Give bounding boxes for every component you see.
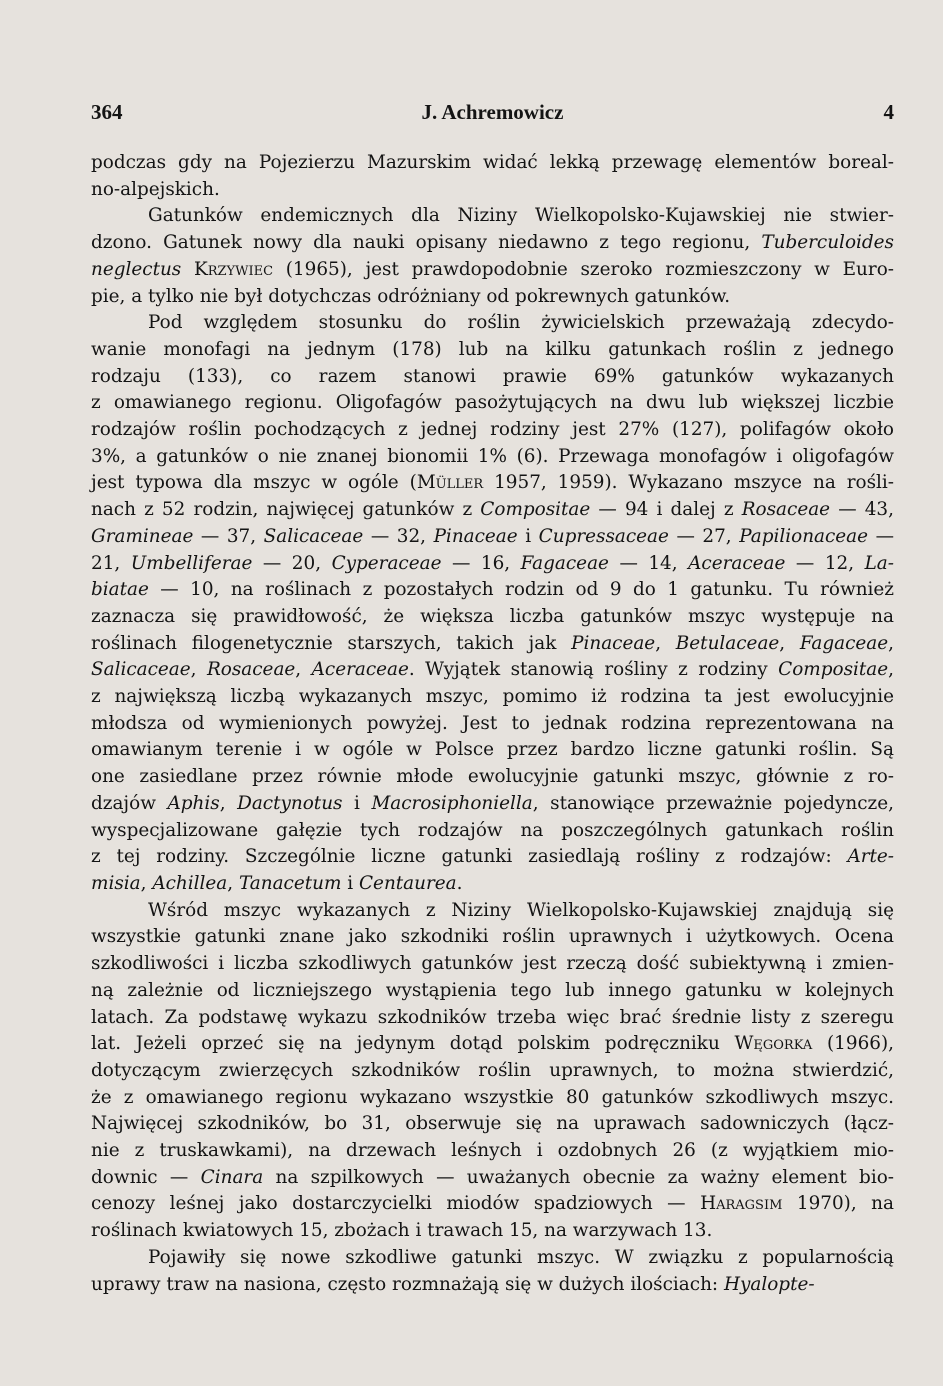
text-line: biatae — 10, na roślinach z pozostałych rodzin od 9 do 1 gatunku. Tu również [91, 579, 894, 601]
text-line: dzajów Aphis, Dactynotus i Macrosiphoniella, stanowiące przeważnie pojedyncze, [91, 792, 894, 814]
text-line: rodzajów roślin pochodzących z jednej rodziny jest 27% (127), polifagów około [91, 419, 894, 441]
text-line: pie, a tylko nie był dotychczas odróżniany od pokrewnych gatunków. [91, 285, 731, 307]
author-name: Węgorka [734, 1033, 813, 1055]
taxon-name: Cupressaceae [538, 525, 669, 547]
text-line: ną zależnie od liczniejszego wystąpienia tego lub innego gatunku w kolejnych [91, 979, 894, 1001]
taxon-name: Compositae [778, 659, 889, 681]
running-author: J. Achremowicz [421, 100, 564, 124]
taxon-name: Macrosiphoniella [371, 792, 533, 814]
taxon-name: Achillea [152, 872, 228, 894]
taxon-name: Tuberculoides [761, 232, 894, 254]
taxon-name: Salicaceae [263, 525, 364, 547]
text-line: Najwięcej szkodników, bo 31, obserwuje się na uprawach sadowniczych (łącz- [91, 1113, 894, 1135]
text-line: Pod względem stosunku do roślin żywicielskich przeważają zdecydo- [148, 312, 894, 334]
taxon-name: Centaurea [358, 872, 457, 894]
text-line: roślinach kwiatowych 15, zbożach i trawach 15, na warzywach 13. [91, 1220, 713, 1242]
paragraph [91, 310, 894, 897]
taxon-name: Aceraceae [311, 659, 409, 681]
text-line: wszystkie gatunki znane jako szkodniki roślin uprawnych i użytkowych. Ocena [91, 926, 894, 948]
taxon-name: Cinara [200, 1166, 264, 1188]
text-line: Salicaceae, Rosaceae, Aceraceae. Wyjątek stanowią rośliny z rodziny Compositae, [91, 659, 894, 681]
taxon-name: biatae [91, 579, 149, 601]
taxon-name: Betulaceae [675, 632, 780, 654]
taxon-name: Fagaceae [799, 632, 889, 654]
text-line: podczas gdy na Pojezierzu Mazurskim widać lekką przewagę elementów boreal- [91, 152, 894, 173]
text-line: dzono. Gatunek nowy dla nauki opisany niedawno z tego regionu, Tuberculoides [91, 232, 894, 254]
text-line: Wśród mszyc wykazanych z Niziny Wielkopolsko-Kujawskiej znajdują się [148, 899, 894, 921]
taxon-name: Salicaceae [91, 659, 191, 681]
part-number: 4 [883, 100, 894, 124]
text-line: z omawianego regionu. Oligofagów pasożytujących na dwu lub większej liczbie [91, 392, 894, 414]
author-name: Krzywiec [193, 258, 274, 280]
taxon-name: misia [91, 872, 141, 894]
taxon-name: Aphis [167, 792, 220, 814]
author-name: Müller [416, 472, 484, 494]
text-line: szkodliwości i liczba szkodliwych gatunków jest rzeczą dość subiektywną i zmien- [91, 953, 894, 975]
paragraph [91, 150, 894, 203]
taxon-name: Aceraceae [688, 552, 786, 574]
text-line: latach. Za podstawę wykazu szkodników trzeba więc brać średnie listy z szeregu [91, 1006, 894, 1028]
taxon-name: Gramineae [91, 525, 194, 547]
taxon-name: Compositae [480, 499, 591, 521]
paragraph [91, 1245, 894, 1298]
text-line: Pojawiły się nowe szkodliwe gatunki mszyc. W związku z popularnością [148, 1246, 894, 1268]
text-line: uprawy traw na nasiona, często rozmnażają się w dużych ilościach: Hyalopte- [91, 1273, 815, 1295]
text-line: nach z 52 rodzin, najwięcej gatunków z Compositae — 94 i dalej z Rosaceae — 43, [91, 499, 894, 521]
taxon-name: Tanacetum [238, 872, 342, 894]
taxon-name: Pinaceae [433, 525, 518, 547]
taxon-name: neglectus [91, 258, 182, 280]
text-line: Gatunków endemicznych dla Niziny Wielkopolsko-Kujawskiej nie stwier- [148, 205, 894, 227]
taxon-name: Pinaceae [571, 632, 656, 654]
taxon-name: Papilionaceae [739, 525, 869, 547]
taxon-name: Dactynotus [237, 792, 343, 814]
taxon-name: Cyperaceae [331, 552, 442, 574]
author-name: Haragsim [700, 1193, 783, 1215]
text-line: lat. Jeżeli oprzeć się na jedynym dotąd polskim podręczniku Węgorka (1966), [91, 1033, 894, 1055]
text-line: że z omawianego regionu wykazano wszystkie 80 gatunków szkodliwych mszyc. [91, 1086, 894, 1108]
text-line: downic — Cinara na szpilkowych — uważanych obecnie za ważny element bio- [91, 1166, 894, 1188]
text-line: roślinach filogenetycznie starszych, takich jak Pinaceae, Betulaceae, Fagaceae, [91, 632, 894, 654]
text-line: no-alpejskich. [91, 178, 220, 200]
text-line: wyspecjalizowane gałęzie tych rodzajów na poszczególnych gatunkach roślin [91, 819, 894, 841]
taxon-name: Rosaceae [741, 499, 831, 521]
running-header [91, 100, 894, 126]
text-line: neglectus Krzywiec (1965), jest prawdopodobnie szeroko rozmieszczony w Euro- [91, 258, 894, 280]
taxon-name: Fagaceae [520, 552, 609, 574]
taxon-name: Hyalopte- [723, 1273, 815, 1295]
text-line: wanie monofagi na jednym (178) lub na kilku gatunkach roślin z jednego [91, 338, 894, 360]
text-line: rodzaju (133), co razem stanowi prawie 69% gatunków wykazanych [91, 365, 894, 387]
text-line: Gramineae — 37, Salicaceae — 32, Pinaceae i Cupressaceae — 27, Papilionaceae — [91, 525, 894, 547]
text-line: jest typowa dla mszyc w ogóle (Müller 1957, 1959). Wykazano mszyce na rośli- [91, 472, 895, 494]
text-line: omawianym terenie i w ogóle w Polsce przez bardzo liczne gatunki roślin. Są [91, 739, 894, 761]
taxon-name: Arte- [847, 846, 894, 868]
text-line: zaznacza się prawidłowość, że większa liczba gatunków mszyc występuje na [91, 605, 894, 627]
text-line: cenozy leśnej jako dostarczycielki miodów spadziowych — Haragsim 1970), na [91, 1193, 894, 1215]
text-line: 3%, a gatunków o nie znanej bionomii 1% (6). Przewaga monofagów i oligofagów [91, 445, 894, 467]
page-number: 364 [91, 100, 123, 124]
text-line: młodsza od wymienionych powyżej. Jest to jednak rodzina reprezentowana na [91, 712, 894, 734]
text-line: z tej rodziny. Szczególnie liczne gatunki zasiedlają rośliny z rodzajów: Arte- [91, 846, 894, 868]
text-line: misia, Achillea, Tanacetum i Centaurea. [91, 872, 463, 894]
paragraph [91, 203, 894, 310]
paragraph [91, 898, 894, 1245]
text-line: nie z truskawkami), na drzewach leśnych i ozdobnych 26 (z wyjątkiem mio- [91, 1140, 894, 1162]
text-line: z największą liczbą wykazanych mszyc, pomimo iż rodzina ta jest ewolucyjnie [91, 686, 894, 708]
taxon-name: Rosaceae [206, 659, 296, 681]
taxon-name: La- [864, 552, 894, 574]
text-line: dotyczącym zwierzęcych szkodników roślin uprawnych, to można stwierdzić, [91, 1059, 894, 1081]
text-line: 21, Umbelliferae — 20, Cyperaceae — 16, Fagaceae — 14, Aceraceae — 12, La- [91, 552, 894, 574]
body-text [91, 150, 894, 1298]
taxon-name: Umbelliferae [130, 552, 253, 574]
text-line: one zasiedlane przez równie młode ewolucyjnie gatunki mszyc, głównie z ro- [91, 766, 894, 788]
